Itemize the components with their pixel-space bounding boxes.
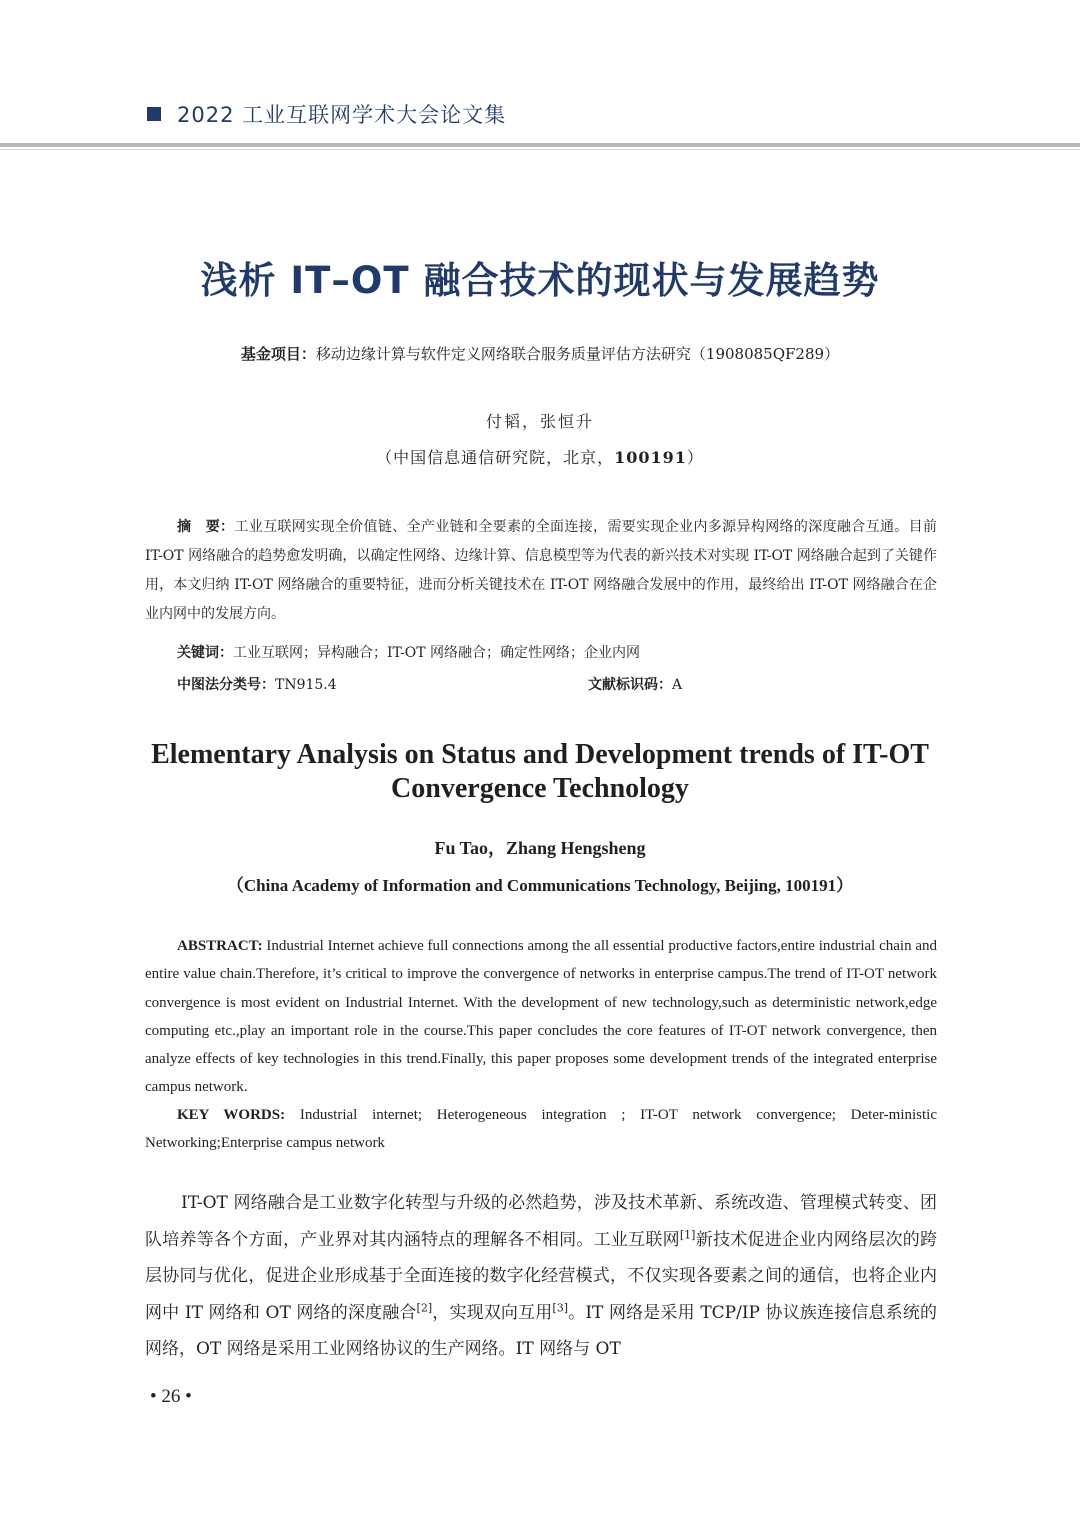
clc-number <box>177 674 337 694</box>
fund-label: 基金项目： <box>240 345 316 363</box>
header-rule-thin <box>0 149 1080 150</box>
affiliation-postcode: 100191 <box>614 448 687 467</box>
page-number: • 26 • <box>150 1386 192 1407</box>
doc-code-value: A <box>672 677 683 693</box>
chinese-authors: 付韬，张恒升 <box>485 412 594 431</box>
header-text: 2022 工业互联网学术大会论文集 <box>177 103 507 127</box>
abstract-label: 摘 要： <box>177 519 235 535</box>
abstract-text: 工业互联网实现全价值链、全产业链和全要素的全面连接，需要实现企业内多源异构网络的深度融合互通。目前 IT-OT 网络融合的趋势愈发明确，以确定性网络、边缘计算、信息模型等为代表的新兴技术对实现 IT-OT 网络融合起到了关键作用，本文归纳 IT-OT 网络融合的重要特征，进而分析关键技术在 IT-OT 网络融合发展中的作用，最终给出 IT-OT 网络融合在企业内网中的发展方向。 <box>145 519 938 622</box>
body-paragraph <box>145 1185 937 1368</box>
chinese-title: 浅析 IT–OT 融合技术的现状与发展趋势 <box>200 259 880 302</box>
chinese-keywords <box>177 642 640 662</box>
abstract-en-text: Industrial Internet achieve full connections among the all essential productive factors,entire industrial chain and entire value chain.Therefore, it’s critical to improve the convergence of networks in enterprise campus.The trend of IT-OT network convergence is most evident on Industrial Internet. With the development of new technology,such as deterministic network,edge computing etc.,play an important role in the course.This paper concludes the core features of IT-OT network convergence, then analyze effects of key technologies in this trend.Finally, this paper proposes some development trends of the integrated enterprise campus network. <box>145 938 937 1096</box>
running-header <box>147 98 506 130</box>
keywords-label: 关键词： <box>177 645 233 661</box>
reference-1[interactable]: [1] <box>679 1227 696 1241</box>
affiliation-close: ） <box>686 448 704 467</box>
fund-line <box>0 343 1080 364</box>
chinese-affiliation <box>0 445 1080 468</box>
english-title: Elementary Analysis on Status and Development trends of IT-OT Convergence Technology <box>151 739 929 804</box>
body-text-3: ，实现双向互用 <box>432 1302 553 1323</box>
header-square-icon <box>147 107 161 121</box>
doc-code-label: 文献标识码： <box>588 677 672 693</box>
english-keywords <box>145 1101 937 1157</box>
body-text-4: 。IT 网络是采用 TCP/IP 协议族连接信息系统的网络，OT 网络是采用工业网络协议的生产网络。IT 网络与 OT <box>145 1302 938 1359</box>
english-authors: Fu Tao，Zhang Hengsheng <box>434 838 646 858</box>
keywords-text: 工业互联网；异构融合；IT-OT 网络融合；确定性网络；企业内网 <box>233 645 641 661</box>
reference-3[interactable]: [3] <box>552 1300 569 1314</box>
affiliation-open: （中国信息通信研究院，北京， <box>376 448 615 467</box>
keywords-en-label: KEY WORDS: <box>177 1107 286 1123</box>
fund-text: 移动边缘计算与软件定义网络联合服务质量评估方法研究（1908085QF289） <box>315 345 840 363</box>
chinese-abstract <box>145 513 937 629</box>
document-code <box>588 674 682 694</box>
clc-value: TN915.4 <box>275 677 337 693</box>
keywords-en-text: Industrial internet; Heterogeneous integration ; IT-OT network convergence; Deter-ministic Networking;Enterprise campus network <box>145 1107 937 1151</box>
header-rule <box>0 143 1080 147</box>
english-affiliation: （China Academy of Information and Communications Technology, Beijing, 100191） <box>226 876 854 895</box>
body-text-2: 新技术促进企业内网络层次的跨层协同与优化，促进企业形成基于全面连接的数字化经营模式，不仅实现各要素之间的通信，也将企业内网中 IT 网络和 OT 网络的深度融合 <box>145 1229 938 1323</box>
english-abstract <box>145 932 937 1102</box>
abstract-en-label: ABSTRACT: <box>177 938 263 954</box>
clc-label: 中图法分类号： <box>177 677 275 693</box>
reference-2[interactable]: [2] <box>416 1300 433 1314</box>
body-text-1: IT-OT 网络融合是工业数字化转型与升级的必然趋势，涉及技术革新、系统改造、管理模式转变、团队培养等各个方面，产业界对其内涵特点的理解各不相同。工业互联网 <box>145 1193 937 1250</box>
